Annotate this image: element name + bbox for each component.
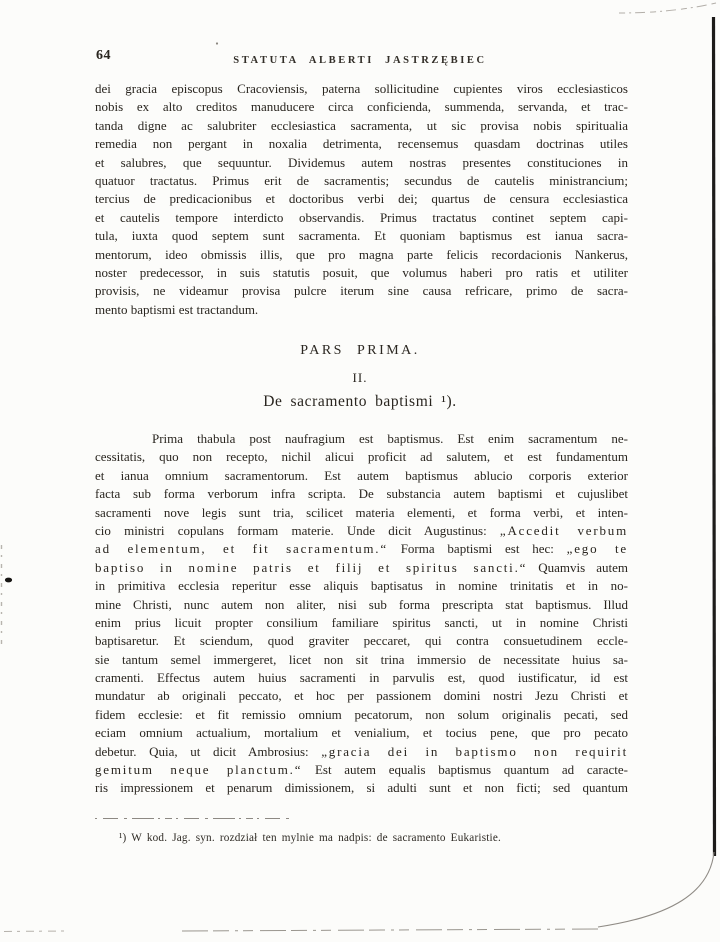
footnote-text: ¹) W kod. Jag. syn. rozdział ten mylnie ma nadpis: de sacramento Eukaristie. bbox=[119, 832, 502, 844]
text-line bbox=[95, 779, 628, 797]
text-line bbox=[95, 559, 628, 577]
ink-blot bbox=[5, 578, 12, 583]
text-segment: dei gracia episcopus Cracoviensis, paterna sollicitudine cupientes viros ecclesiasticos bbox=[95, 81, 628, 96]
text-line bbox=[95, 632, 628, 650]
text-segment: mentorum, ideo obmissis illis, que pro magna parte felicis recordacionis Nankerus, bbox=[95, 246, 628, 262]
text-line bbox=[95, 577, 628, 595]
text-line bbox=[95, 724, 628, 742]
text-line bbox=[95, 651, 628, 669]
text-line bbox=[95, 227, 628, 245]
text-segment: et cautelis tempore interdicto observandis. Primus tractatus continet septem capi- bbox=[95, 209, 628, 225]
text-segment: cessitatis, quo non recepto, nichil alicui proficit ad salutem, et est fundamentum bbox=[95, 449, 628, 465]
chapter-numeral: II. bbox=[352, 370, 368, 385]
text-line bbox=[95, 706, 628, 724]
text-segment: tercius de predicacionibus et doctoribus verbi dei; quartus de censura ecclesiastica bbox=[95, 191, 628, 207]
text-line bbox=[95, 614, 628, 632]
text-segment: in primitiva ecclesia reperitur esse aliquis baptisatus in nomine trinitatis et in no- bbox=[95, 578, 628, 594]
text-segment: tanda digne ac salubriter ecclesiastica sacramenta, ut sic provisa nobis spiritualia bbox=[95, 117, 628, 133]
text-segment: provisis, ne videamur provisa pulcre iterum sine causa refricare, primo de sacra- bbox=[95, 283, 628, 299]
text-segment: cramenti. Effectus autem huius sacramenti in parvulis est, quod iustificatur, id est bbox=[95, 670, 628, 686]
paper-speck bbox=[216, 42, 218, 44]
text-line bbox=[95, 135, 628, 153]
text-line bbox=[95, 190, 628, 208]
text-segment: nobis ex alto creditos manuducere circa conficienda, summenda, servanda, et trac- bbox=[95, 99, 628, 115]
text-segment: debetur. Quia, ut dicit Ambrosius: bbox=[95, 743, 322, 759]
body-paragraph-1 bbox=[95, 80, 628, 319]
text-segment: sacramenti nove legis sunt tria, scilicet materia elementi, et forma verbi, et inten- bbox=[95, 504, 628, 520]
page-curl-curve-bottom-right bbox=[598, 852, 714, 927]
text-segment: remedia non pergant in noxalia detrimenta, recensemus quasdam doctrinas utiles bbox=[95, 136, 628, 152]
page-number: 64 bbox=[96, 48, 111, 63]
emphasized-quote-segment: baptiso in nomine patris et filij et spiritus sancti.“ bbox=[95, 559, 528, 575]
text-line bbox=[95, 209, 628, 227]
chapter-title: De sacramento baptismi ¹). bbox=[263, 393, 457, 410]
text-segment: mundatur ab originali peccato, et hoc per passionem domini nostri Jezu Christi et bbox=[95, 688, 628, 704]
text-line bbox=[95, 467, 628, 485]
page-edge-dashes-bottom-left bbox=[2, 931, 64, 932]
emphasized-quote-segment: „gracia dei in baptismo non requirit bbox=[321, 743, 628, 759]
text-segment: mento baptismi est tractandum. bbox=[95, 301, 259, 317]
text-line bbox=[95, 98, 628, 116]
text-line bbox=[95, 669, 628, 687]
emphasized-quote-segment: „Accedit verbum bbox=[499, 522, 628, 538]
text-segment: noster predecessor, in suis statutis posuit, que volumus haberi pro ratis et utiliter bbox=[95, 264, 628, 280]
text-line bbox=[95, 154, 628, 172]
text-segment: sie tantum semel immergeret, licet non sit trina immersio de necessitate huius sa- bbox=[95, 651, 628, 667]
text-segment: fidem ecclesie: et fit remissio omnium pecatorum, non solum originalis pecati, sed bbox=[95, 706, 628, 722]
text-segment: et ianua omnium sacramentorum. Est autem baptismus ablucio corporis exterior bbox=[95, 467, 628, 483]
text-segment: et salubres, que sequuntur. Dividemus autem nostras presentes constituciones in bbox=[95, 154, 628, 170]
page-edge-dashes-bottom bbox=[180, 929, 598, 931]
text-segment: enim prius licuit propter consilium familiare spiritus sancti, ut in nomine Christi bbox=[95, 614, 628, 630]
body-paragraph-2 bbox=[95, 430, 628, 798]
text-line bbox=[95, 246, 628, 264]
text-line bbox=[95, 282, 628, 300]
text-line bbox=[95, 761, 628, 779]
text-line bbox=[95, 301, 628, 319]
text-line bbox=[95, 540, 628, 558]
page-curl-line-top-right bbox=[619, 3, 716, 13]
text-line bbox=[95, 430, 628, 448]
text-segment: Quamvis autem bbox=[527, 559, 628, 575]
text-segment: tula, iuxta quod septem sunt sacramenta. Et quoniam baptismus est ianua sacra- bbox=[95, 228, 628, 244]
text-line bbox=[95, 485, 628, 503]
page-edge-line-right bbox=[714, 17, 715, 856]
text-segment: eciam omnium actualium, mortalium et venialium, et tocius pene, que pro pecato bbox=[95, 725, 628, 741]
text-line bbox=[95, 172, 628, 190]
part-heading: PARS PRIMA. bbox=[300, 343, 420, 358]
text-line bbox=[95, 687, 628, 705]
text-segment: baptisaretur. Et sciendum, quod graviter peccaret, qui contra consuetudinem eccle- bbox=[95, 633, 628, 649]
emphasized-quote-segment: gemitum neque planctum.“ bbox=[95, 762, 303, 778]
text-line bbox=[95, 117, 628, 135]
text-segment: ris impressionem et penarum dimissionem, si adulti sunt et non ficti; sed quantum bbox=[95, 780, 628, 796]
text-line bbox=[95, 596, 628, 614]
running-header: STATUTA ALBERTI JASTRZĘBIEC bbox=[233, 55, 487, 66]
text-segment: Prima thabula post naufragium est baptismus. Est enim sacramentum ne- bbox=[152, 431, 628, 446]
text-segment: cio ministri copulans formam materie. Unde dicit Augustinus: bbox=[95, 522, 500, 538]
text-segment: facta sub forma verborum infra scripta. De substancia autem baptismi et cujuslibet bbox=[95, 486, 628, 502]
text-line bbox=[95, 264, 628, 282]
text-line bbox=[95, 522, 628, 540]
emphasized-quote-segment: ad elementum, et fit sacramentum.“ bbox=[95, 541, 388, 557]
text-segment: Forma baptismi est hec: bbox=[387, 541, 567, 557]
text-line bbox=[95, 448, 628, 466]
text-line bbox=[95, 743, 628, 761]
text-segment: quatuor tractatus. Primus erit de sacramentis; secundus de cautelis ministrancium; bbox=[95, 172, 628, 188]
emphasized-quote-segment: „ego te bbox=[566, 541, 628, 557]
text-line bbox=[95, 80, 628, 98]
text-line bbox=[95, 504, 628, 522]
text-segment: mine Christi, nunc autem non aliter, nisi sub forma prescripta stat baptismus. Illud bbox=[95, 596, 628, 612]
text-segment: Est autem equalis baptismus quantum ad caracte- bbox=[302, 762, 628, 778]
